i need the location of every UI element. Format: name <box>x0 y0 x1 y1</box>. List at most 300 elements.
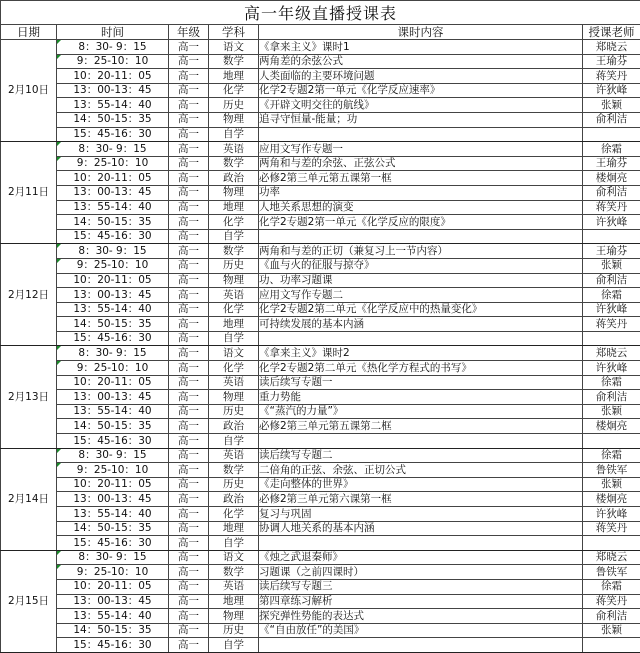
table-row <box>1 171 640 186</box>
subject-cell[interactable]: 政治 <box>209 492 259 507</box>
table-row <box>1 69 640 84</box>
time-cell[interactable] <box>57 229 169 244</box>
time-text: 8：30- 9：15 <box>78 551 146 563</box>
time-text: 13：00-13：45 <box>73 391 151 403</box>
time-cell[interactable] <box>57 244 169 259</box>
grade-cell[interactable]: 高一 <box>169 142 209 157</box>
subject-cell[interactable]: 自学 <box>209 536 259 551</box>
teacher-cell[interactable]: 王瑜芬 <box>583 244 640 259</box>
grade-cell[interactable]: 高一 <box>169 463 209 478</box>
grade-cell[interactable]: 高一 <box>169 565 209 580</box>
content-cell[interactable]: 功率 <box>259 185 583 200</box>
time-text: 10：20-11：05 <box>73 172 151 184</box>
teacher-cell[interactable]: 俞利洁 <box>583 185 640 200</box>
teacher-cell[interactable]: 俞利洁 <box>583 112 640 127</box>
grade-cell[interactable]: 高一 <box>169 273 209 288</box>
time-cell[interactable] <box>57 361 169 376</box>
table-row <box>1 404 640 419</box>
teacher-cell[interactable]: 许狄峰 <box>583 215 640 230</box>
date-cell[interactable]: 2月14日 <box>1 448 57 550</box>
time-cell[interactable] <box>57 288 169 303</box>
time-cell[interactable] <box>57 185 169 200</box>
content-cell[interactable]: 两角和与差的正切（兼复习上一节内容） <box>259 244 583 259</box>
grade-cell[interactable]: 高一 <box>169 83 209 98</box>
grade-cell[interactable]: 高一 <box>169 638 209 653</box>
header-row <box>1 25 640 40</box>
teacher-cell[interactable] <box>583 229 640 244</box>
table-row <box>1 40 640 55</box>
grade-cell[interactable]: 高一 <box>169 200 209 215</box>
subject-cell[interactable]: 物理 <box>209 112 259 127</box>
content-cell[interactable]: 《走向整体的世界》 <box>259 477 583 492</box>
time-text: 10：20-11：05 <box>73 70 151 82</box>
time-text: 15：45-16：30 <box>73 435 151 447</box>
teacher-cell[interactable]: 俞利洁 <box>583 609 640 624</box>
time-text: 10：20-11：05 <box>73 580 151 592</box>
grade-cell[interactable]: 高一 <box>169 54 209 69</box>
header-teacher[interactable]: 授课老师 <box>583 25 640 40</box>
teacher-cell[interactable]: 许狄峰 <box>583 302 640 317</box>
subject-cell[interactable]: 英语 <box>209 579 259 594</box>
time-text: 13：55-14：40 <box>73 508 151 520</box>
table-row <box>1 594 640 609</box>
grade-cell[interactable]: 高一 <box>169 521 209 536</box>
teacher-cell[interactable] <box>583 434 640 449</box>
time-text: 15：45-16：30 <box>73 332 151 344</box>
content-cell[interactable] <box>259 638 583 653</box>
time-text: 8：30- 9：15 <box>78 347 146 359</box>
grade-cell[interactable]: 高一 <box>169 331 209 346</box>
content-cell[interactable]: 《开辟文明交往的航线》 <box>259 98 583 113</box>
cell-comment-marker-icon <box>57 142 61 146</box>
subject-cell[interactable]: 地理 <box>209 594 259 609</box>
time-text: 8：30- 9：15 <box>78 41 146 53</box>
subject-cell[interactable]: 化学 <box>209 302 259 317</box>
subject-cell[interactable]: 物理 <box>209 390 259 405</box>
teacher-cell[interactable]: 张颖 <box>583 98 640 113</box>
content-cell[interactable]: 人类面临的主要环境问题 <box>259 69 583 84</box>
time-cell[interactable] <box>57 142 169 157</box>
time-cell[interactable] <box>57 594 169 609</box>
time-text: 13：55-14：40 <box>73 99 151 111</box>
time-text: 8：30- 9：15 <box>78 245 146 257</box>
time-cell[interactable] <box>57 463 169 478</box>
teacher-cell[interactable]: 许狄峰 <box>583 507 640 522</box>
table-row <box>1 273 640 288</box>
table-row <box>1 463 640 478</box>
teacher-cell[interactable]: 楼炯亮 <box>583 171 640 186</box>
time-text: 10：20-11：05 <box>73 274 151 286</box>
cell-comment-marker-icon <box>57 449 61 453</box>
cell-comment-marker-icon <box>57 244 61 248</box>
time-cell[interactable] <box>57 98 169 113</box>
teacher-cell[interactable]: 蒋笑丹 <box>583 594 640 609</box>
subject-cell[interactable]: 政治 <box>209 419 259 434</box>
time-cell[interactable] <box>57 171 169 186</box>
content-cell[interactable]: 应用文写作专题二 <box>259 288 583 303</box>
content-cell[interactable]: 化学2专题2第二单元《热化学方程式的书写》 <box>259 361 583 376</box>
time-text: 13：00-13：45 <box>73 595 151 607</box>
time-cell[interactable] <box>57 390 169 405</box>
time-text: 14：50-15：35 <box>73 420 151 432</box>
content-cell[interactable]: 功、功率习题课 <box>259 273 583 288</box>
subject-cell[interactable]: 自学 <box>209 331 259 346</box>
table-row <box>1 346 640 361</box>
table-row <box>1 390 640 405</box>
table-row <box>1 98 640 113</box>
cell-comment-marker-icon <box>57 157 61 161</box>
time-cell[interactable] <box>57 434 169 449</box>
content-cell[interactable]: 两角差的余弦公式 <box>259 54 583 69</box>
content-cell[interactable]: 应用文写作专题一 <box>259 142 583 157</box>
grade-cell[interactable]: 高一 <box>169 69 209 84</box>
subject-cell[interactable]: 化学 <box>209 507 259 522</box>
time-cell[interactable] <box>57 550 169 565</box>
grade-cell[interactable]: 高一 <box>169 623 209 638</box>
time-cell[interactable] <box>57 258 169 273</box>
grade-cell[interactable]: 高一 <box>169 507 209 522</box>
subject-cell[interactable]: 化学 <box>209 215 259 230</box>
subject-cell[interactable]: 历史 <box>209 258 259 273</box>
header-subject[interactable]: 学科 <box>209 25 259 40</box>
subject-cell[interactable]: 英语 <box>209 288 259 303</box>
time-cell[interactable] <box>57 477 169 492</box>
teacher-cell[interactable]: 蒋笑丹 <box>583 317 640 332</box>
content-cell[interactable]: 必修2第三单元第五课第一框 <box>259 171 583 186</box>
content-cell[interactable]: 化学2专题2第一单元《化学反应的限度》 <box>259 215 583 230</box>
teacher-cell[interactable] <box>583 638 640 653</box>
table-row <box>1 434 640 449</box>
grade-cell[interactable]: 高一 <box>169 40 209 55</box>
subject-cell[interactable]: 英语 <box>209 375 259 390</box>
date-cell[interactable]: 2月11日 <box>1 142 57 244</box>
content-cell[interactable]: 习题课（之前四课时） <box>259 565 583 580</box>
table-row <box>1 215 640 230</box>
table-row <box>1 244 640 259</box>
time-text: 13：00-13：45 <box>73 493 151 505</box>
content-cell[interactable]: 《拿来主义》课时2 <box>259 346 583 361</box>
content-cell[interactable]: 人地关系思想的演变 <box>259 200 583 215</box>
subject-cell[interactable]: 数学 <box>209 463 259 478</box>
teacher-cell[interactable]: 徐霜 <box>583 142 640 157</box>
time-cell[interactable] <box>57 302 169 317</box>
table-row <box>1 361 640 376</box>
content-cell[interactable]: 第四章练习解析 <box>259 594 583 609</box>
content-cell[interactable]: 必修2第三单元第五课第二框 <box>259 419 583 434</box>
teacher-cell[interactable]: 楼炯亮 <box>583 492 640 507</box>
grade-cell[interactable]: 高一 <box>169 156 209 171</box>
table-row <box>1 375 640 390</box>
teacher-cell[interactable] <box>583 127 640 142</box>
grade-cell[interactable]: 高一 <box>169 419 209 434</box>
subject-cell[interactable]: 自学 <box>209 127 259 142</box>
cell-comment-marker-icon <box>57 346 61 350</box>
content-cell[interactable] <box>259 127 583 142</box>
time-text: 15：45-16：30 <box>73 230 151 242</box>
teacher-cell[interactable]: 许狄峰 <box>583 83 640 98</box>
teacher-cell[interactable]: 徐霜 <box>583 448 640 463</box>
time-cell[interactable] <box>57 273 169 288</box>
subject-cell[interactable]: 英语 <box>209 448 259 463</box>
time-text: 9：25-10：10 <box>77 55 149 67</box>
grade-cell[interactable]: 高一 <box>169 302 209 317</box>
table-row <box>1 185 640 200</box>
time-cell[interactable] <box>57 565 169 580</box>
time-text: 8：30- 9：15 <box>78 449 146 461</box>
subject-cell[interactable]: 数学 <box>209 156 259 171</box>
grade-cell[interactable]: 高一 <box>169 98 209 113</box>
time-cell[interactable] <box>57 404 169 419</box>
table-row <box>1 229 640 244</box>
teacher-cell[interactable]: 鲁铁军 <box>583 565 640 580</box>
time-text: 13：00-13：45 <box>73 186 151 198</box>
content-cell[interactable]: 化学2专题2第一单元《化学反应速率》 <box>259 83 583 98</box>
content-cell[interactable] <box>259 229 583 244</box>
time-text: 15：45-16：30 <box>73 639 151 651</box>
table-row <box>1 536 640 551</box>
time-cell[interactable] <box>57 69 169 84</box>
teacher-cell[interactable]: 张颖 <box>583 477 640 492</box>
header-grade[interactable]: 年级 <box>169 25 209 40</box>
content-cell[interactable]: 复习与巩固 <box>259 507 583 522</box>
teacher-cell[interactable]: 鲁铁军 <box>583 463 640 478</box>
teacher-cell[interactable]: 张颖 <box>583 258 640 273</box>
grade-cell[interactable]: 高一 <box>169 550 209 565</box>
subject-cell[interactable]: 数学 <box>209 565 259 580</box>
teacher-cell[interactable]: 徐霜 <box>583 579 640 594</box>
grade-cell[interactable]: 高一 <box>169 185 209 200</box>
teacher-cell[interactable]: 俞利洁 <box>583 273 640 288</box>
grade-cell[interactable]: 高一 <box>169 112 209 127</box>
header-time[interactable]: 时间 <box>57 25 169 40</box>
content-cell[interactable]: 协调人地关系的基本内涵 <box>259 521 583 536</box>
table-row <box>1 127 640 142</box>
table-row <box>1 317 640 332</box>
subject-cell[interactable]: 地理 <box>209 521 259 536</box>
subject-cell[interactable]: 历史 <box>209 404 259 419</box>
time-cell[interactable] <box>57 579 169 594</box>
time-cell[interactable] <box>57 623 169 638</box>
teacher-cell[interactable]: 蒋笑丹 <box>583 200 640 215</box>
content-cell[interactable]: 《“自由放任”的美国》 <box>259 623 583 638</box>
time-cell[interactable] <box>57 127 169 142</box>
time-cell[interactable] <box>57 215 169 230</box>
subject-cell[interactable]: 自学 <box>209 638 259 653</box>
time-cell[interactable] <box>57 638 169 653</box>
subject-cell[interactable]: 语文 <box>209 346 259 361</box>
content-cell[interactable]: 《烛之武退秦师》 <box>259 550 583 565</box>
grade-cell[interactable]: 高一 <box>169 215 209 230</box>
time-cell[interactable] <box>57 521 169 536</box>
subject-cell[interactable]: 语文 <box>209 40 259 55</box>
time-cell[interactable] <box>57 54 169 69</box>
cell-comment-marker-icon <box>57 551 61 555</box>
subject-cell[interactable]: 地理 <box>209 317 259 332</box>
table-row <box>1 156 640 171</box>
time-text: 13：55-14：40 <box>73 303 151 315</box>
time-text: 10：20-11：05 <box>73 376 151 388</box>
header-date[interactable]: 日期 <box>1 25 57 40</box>
time-cell[interactable] <box>57 156 169 171</box>
content-cell[interactable] <box>259 331 583 346</box>
header-content[interactable]: 课时内容 <box>259 25 583 40</box>
content-cell[interactable]: 读后续写专题一 <box>259 375 583 390</box>
cell-comment-marker-icon <box>57 259 61 263</box>
time-cell[interactable] <box>57 331 169 346</box>
teacher-cell[interactable]: 蒋笑丹 <box>583 69 640 84</box>
content-cell[interactable] <box>259 434 583 449</box>
subject-cell[interactable]: 地理 <box>209 200 259 215</box>
table-row <box>1 54 640 69</box>
content-cell[interactable]: 二倍角的正弦、余弦、正切公式 <box>259 463 583 478</box>
subject-cell[interactable]: 历史 <box>209 623 259 638</box>
table-row <box>1 623 640 638</box>
grade-cell[interactable]: 高一 <box>169 317 209 332</box>
date-cell[interactable]: 2月12日 <box>1 244 57 346</box>
subject-cell[interactable]: 化学 <box>209 361 259 376</box>
teacher-cell[interactable]: 许狄峰 <box>583 361 640 376</box>
grade-cell[interactable]: 高一 <box>169 244 209 259</box>
teacher-cell[interactable]: 郑晓云 <box>583 550 640 565</box>
teacher-cell[interactable]: 郑晓云 <box>583 346 640 361</box>
time-cell[interactable] <box>57 83 169 98</box>
time-cell[interactable] <box>57 40 169 55</box>
grade-cell[interactable]: 高一 <box>169 171 209 186</box>
teacher-cell[interactable]: 俞利洁 <box>583 390 640 405</box>
teacher-cell[interactable]: 郑晓云 <box>583 40 640 55</box>
schedule-body <box>1 40 640 653</box>
time-text: 14：50-15：35 <box>73 113 151 125</box>
table-row <box>1 477 640 492</box>
subject-cell[interactable]: 语文 <box>209 550 259 565</box>
teacher-cell[interactable]: 楼炯亮 <box>583 419 640 434</box>
teacher-cell[interactable]: 徐霜 <box>583 288 640 303</box>
subject-cell[interactable]: 数学 <box>209 54 259 69</box>
content-cell[interactable] <box>259 536 583 551</box>
grade-cell[interactable]: 高一 <box>169 477 209 492</box>
grade-cell[interactable]: 高一 <box>169 127 209 142</box>
time-cell[interactable] <box>57 419 169 434</box>
time-cell[interactable] <box>57 536 169 551</box>
content-cell[interactable]: 两角和与差的余弦、正弦公式 <box>259 156 583 171</box>
teacher-cell[interactable]: 张颖 <box>583 404 640 419</box>
table-row <box>1 288 640 303</box>
grade-cell[interactable]: 高一 <box>169 288 209 303</box>
time-text: 9：25-10：10 <box>77 566 149 578</box>
time-cell[interactable] <box>57 375 169 390</box>
time-cell[interactable] <box>57 112 169 127</box>
subject-cell[interactable]: 化学 <box>209 83 259 98</box>
subject-cell[interactable]: 物理 <box>209 273 259 288</box>
teacher-cell[interactable]: 王瑜芬 <box>583 54 640 69</box>
content-cell[interactable]: 《“蒸汽的力量”》 <box>259 404 583 419</box>
table-row <box>1 448 640 463</box>
grade-cell[interactable]: 高一 <box>169 536 209 551</box>
date-cell[interactable]: 2月10日 <box>1 40 57 142</box>
time-cell[interactable] <box>57 609 169 624</box>
subject-cell[interactable]: 物理 <box>209 185 259 200</box>
time-cell[interactable] <box>57 200 169 215</box>
time-text: 14：50-15：35 <box>73 522 151 534</box>
subject-cell[interactable]: 自学 <box>209 434 259 449</box>
teacher-cell[interactable] <box>583 331 640 346</box>
grade-cell[interactable]: 高一 <box>169 579 209 594</box>
teacher-cell[interactable]: 蒋笑丹 <box>583 521 640 536</box>
time-cell[interactable] <box>57 448 169 463</box>
time-cell[interactable] <box>57 507 169 522</box>
teacher-cell[interactable] <box>583 536 640 551</box>
subject-cell[interactable]: 物理 <box>209 609 259 624</box>
content-cell[interactable]: 必修2第三单元第六课第一框 <box>259 492 583 507</box>
table-row <box>1 258 640 273</box>
teacher-cell[interactable]: 徐霜 <box>583 375 640 390</box>
grade-cell[interactable]: 高一 <box>169 594 209 609</box>
content-cell[interactable]: 《拿来主义》课时1 <box>259 40 583 55</box>
time-text: 13：00-13：45 <box>73 289 151 301</box>
subject-cell[interactable]: 自学 <box>209 229 259 244</box>
content-cell[interactable]: 读后续写专题三 <box>259 579 583 594</box>
grade-cell[interactable]: 高一 <box>169 404 209 419</box>
table-row <box>1 200 640 215</box>
table-row <box>1 579 640 594</box>
grade-cell[interactable]: 高一 <box>169 258 209 273</box>
grade-cell[interactable]: 高一 <box>169 390 209 405</box>
grade-cell[interactable]: 高一 <box>169 229 209 244</box>
table-title: 高一年级直播授课表 <box>1 1 640 25</box>
subject-cell[interactable]: 英语 <box>209 142 259 157</box>
content-cell[interactable]: 探究弹性势能的表达式 <box>259 609 583 624</box>
content-cell[interactable]: 化学2专题2第二单元《化学反应中的热量变化》 <box>259 302 583 317</box>
teacher-cell[interactable]: 张颖 <box>583 623 640 638</box>
content-cell[interactable]: 追寻守恒量-能量；功 <box>259 112 583 127</box>
time-cell[interactable] <box>57 317 169 332</box>
table-row <box>1 638 640 653</box>
time-text: 9：25-10：10 <box>77 259 149 271</box>
content-cell[interactable]: 可持续发展的基本内涵 <box>259 317 583 332</box>
date-cell[interactable]: 2月15日 <box>1 550 57 652</box>
table-row <box>1 550 640 565</box>
grade-cell[interactable]: 高一 <box>169 434 209 449</box>
subject-cell[interactable]: 数学 <box>209 244 259 259</box>
time-text: 13：55-14：40 <box>73 405 151 417</box>
time-text: 13：55-14：40 <box>73 201 151 213</box>
grade-cell[interactable]: 高一 <box>169 361 209 376</box>
table-row <box>1 419 640 434</box>
table-row <box>1 492 640 507</box>
teacher-cell[interactable]: 王瑜芬 <box>583 156 640 171</box>
table-row <box>1 112 640 127</box>
content-cell[interactable]: 《血与火的征服与掠夺》 <box>259 258 583 273</box>
date-cell[interactable]: 2月13日 <box>1 346 57 448</box>
grade-cell[interactable]: 高一 <box>169 609 209 624</box>
grade-cell[interactable]: 高一 <box>169 448 209 463</box>
content-cell[interactable]: 重力势能 <box>259 390 583 405</box>
subject-cell[interactable]: 历史 <box>209 98 259 113</box>
time-text: 14：50-15：35 <box>73 318 151 330</box>
subject-cell[interactable]: 政治 <box>209 171 259 186</box>
table-row <box>1 302 640 317</box>
time-cell[interactable] <box>57 346 169 361</box>
table-row <box>1 83 640 98</box>
time-text: 8：30- 9：15 <box>78 143 146 155</box>
grade-cell[interactable]: 高一 <box>169 492 209 507</box>
subject-cell[interactable]: 地理 <box>209 69 259 84</box>
subject-cell[interactable]: 历史 <box>209 477 259 492</box>
grade-cell[interactable]: 高一 <box>169 375 209 390</box>
content-cell[interactable]: 读后续写专题二 <box>259 448 583 463</box>
grade-cell[interactable]: 高一 <box>169 346 209 361</box>
time-cell[interactable] <box>57 492 169 507</box>
